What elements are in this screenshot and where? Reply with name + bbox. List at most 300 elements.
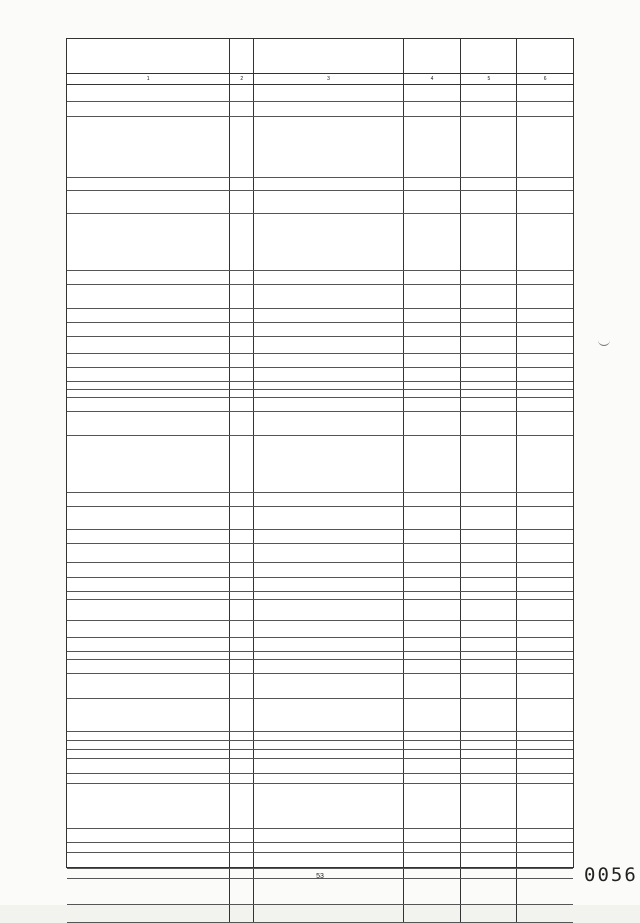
row-done — [461, 117, 517, 177]
row-name — [67, 853, 230, 868]
table-row — [67, 436, 573, 493]
row-approved — [404, 563, 462, 577]
row-code — [230, 436, 254, 492]
row-kbk — [254, 660, 403, 673]
row-name — [67, 285, 230, 308]
row-approved — [404, 323, 462, 336]
row-approved — [404, 741, 462, 749]
row-name — [67, 530, 230, 543]
row-code — [230, 660, 254, 673]
row-name — [67, 741, 230, 749]
table-row — [67, 829, 573, 843]
row-name — [67, 102, 230, 116]
row-done — [461, 84, 517, 101]
row-remaining — [517, 578, 573, 591]
table-row — [67, 600, 573, 621]
row-name — [67, 84, 230, 101]
row-kbk — [254, 699, 403, 731]
table-row — [67, 382, 573, 390]
header-code — [230, 39, 254, 73]
row-approved — [404, 285, 462, 308]
row-name — [67, 674, 230, 698]
row-done — [461, 493, 517, 506]
row-done — [461, 323, 517, 336]
row-code — [230, 530, 254, 543]
table-row — [67, 652, 573, 660]
table-row — [67, 638, 573, 652]
row-done — [461, 699, 517, 731]
row-done — [461, 905, 517, 922]
row-kbk — [254, 853, 403, 868]
row-approved — [404, 660, 462, 673]
row-code — [230, 638, 254, 651]
row-code — [230, 674, 254, 698]
row-remaining — [517, 784, 573, 828]
row-kbk — [254, 530, 403, 543]
table-row — [67, 905, 573, 923]
row-approved — [404, 337, 462, 353]
row-approved — [404, 507, 462, 529]
header-done — [461, 39, 517, 73]
row-kbk — [254, 507, 403, 529]
row-kbk — [254, 191, 403, 213]
row-remaining — [517, 412, 573, 435]
row-approved — [404, 905, 462, 922]
row-name — [67, 905, 230, 922]
table-row — [67, 699, 573, 732]
row-code — [230, 323, 254, 336]
row-kbk — [254, 843, 403, 852]
row-kbk — [254, 382, 403, 389]
table-row — [67, 214, 573, 271]
row-kbk — [254, 337, 403, 353]
row-kbk — [254, 741, 403, 749]
row-done — [461, 660, 517, 673]
row-code — [230, 750, 254, 758]
row-name — [67, 592, 230, 599]
row-code — [230, 759, 254, 773]
row-done — [461, 759, 517, 773]
row-approved — [404, 398, 462, 411]
row-remaining — [517, 600, 573, 620]
table-row — [67, 879, 573, 905]
table-row — [67, 592, 573, 600]
row-code — [230, 507, 254, 529]
row-approved — [404, 191, 462, 213]
row-name — [67, 652, 230, 659]
row-done — [461, 578, 517, 591]
row-approved — [404, 84, 462, 101]
table-row — [67, 285, 573, 309]
row-code — [230, 382, 254, 389]
row-done — [461, 191, 517, 213]
row-kbk — [254, 879, 403, 904]
row-code — [230, 829, 254, 842]
row-code — [230, 84, 254, 101]
row-remaining — [517, 191, 573, 213]
row-done — [461, 829, 517, 842]
row-done — [461, 784, 517, 828]
margin-mark — [598, 337, 610, 346]
row-done — [461, 530, 517, 543]
row-kbk — [254, 759, 403, 773]
table-row — [67, 309, 573, 323]
row-approved — [404, 621, 462, 637]
row-kbk — [254, 309, 403, 322]
row-name — [67, 563, 230, 577]
row-remaining — [517, 102, 573, 116]
row-done — [461, 382, 517, 389]
row-done — [461, 853, 517, 868]
table-row — [67, 493, 573, 507]
row-remaining — [517, 563, 573, 577]
row-name — [67, 578, 230, 591]
row-kbk — [254, 638, 403, 651]
row-name — [67, 271, 230, 284]
table-row — [67, 530, 573, 544]
row-kbk — [254, 117, 403, 177]
row-done — [461, 178, 517, 190]
table-row — [67, 271, 573, 285]
row-code — [230, 214, 254, 270]
row-approved — [404, 774, 462, 783]
row-done — [461, 638, 517, 651]
row-remaining — [517, 843, 573, 852]
row-remaining — [517, 660, 573, 673]
row-approved — [404, 178, 462, 190]
table-row — [67, 117, 573, 178]
row-remaining — [517, 493, 573, 506]
row-approved — [404, 102, 462, 116]
budget-table — [66, 38, 574, 868]
table-row — [67, 544, 573, 563]
row-code — [230, 412, 254, 435]
row-name — [67, 323, 230, 336]
row-remaining — [517, 759, 573, 773]
table-row — [67, 178, 573, 191]
row-approved — [404, 368, 462, 381]
row-remaining — [517, 674, 573, 698]
row-done — [461, 592, 517, 599]
row-name — [67, 390, 230, 397]
row-remaining — [517, 178, 573, 190]
row-remaining — [517, 354, 573, 367]
row-remaining — [517, 84, 573, 101]
table-row — [67, 741, 573, 750]
table-row — [67, 337, 573, 354]
table-row — [67, 102, 573, 117]
table-row — [67, 563, 573, 578]
row-kbk — [254, 390, 403, 397]
row-kbk — [254, 84, 403, 101]
row-done — [461, 271, 517, 284]
row-kbk — [254, 784, 403, 828]
row-approved — [404, 493, 462, 506]
header-kbk — [254, 39, 403, 73]
row-code — [230, 699, 254, 731]
row-name — [67, 660, 230, 673]
row-code — [230, 578, 254, 591]
row-name — [67, 436, 230, 492]
row-name — [67, 191, 230, 213]
row-name — [67, 732, 230, 740]
row-code — [230, 102, 254, 116]
row-approved — [404, 354, 462, 367]
row-approved — [404, 843, 462, 852]
row-remaining — [517, 382, 573, 389]
row-code — [230, 271, 254, 284]
row-code — [230, 544, 254, 562]
row-done — [461, 507, 517, 529]
row-remaining — [517, 699, 573, 731]
row-remaining — [517, 436, 573, 492]
row-approved — [404, 652, 462, 659]
row-done — [461, 398, 517, 411]
header-approved — [404, 39, 462, 73]
row-name — [67, 829, 230, 842]
row-approved — [404, 309, 462, 322]
row-remaining — [517, 271, 573, 284]
row-remaining — [517, 398, 573, 411]
row-kbk — [254, 600, 403, 620]
row-remaining — [517, 544, 573, 562]
table-row — [67, 674, 573, 699]
row-remaining — [517, 638, 573, 651]
row-name — [67, 117, 230, 177]
row-approved — [404, 879, 462, 904]
row-approved — [404, 732, 462, 740]
table-row — [67, 354, 573, 368]
row-kbk — [254, 412, 403, 435]
row-remaining — [517, 879, 573, 904]
table-row — [67, 759, 573, 774]
row-code — [230, 368, 254, 381]
table-row — [67, 774, 573, 784]
row-approved — [404, 436, 462, 492]
row-name — [67, 879, 230, 904]
row-code — [230, 784, 254, 828]
row-code — [230, 592, 254, 599]
row-name — [67, 412, 230, 435]
row-kbk — [254, 493, 403, 506]
row-done — [461, 368, 517, 381]
table-row — [67, 732, 573, 741]
row-remaining — [517, 732, 573, 740]
table-row — [67, 578, 573, 592]
row-remaining — [517, 905, 573, 922]
column-number: 2 — [230, 74, 254, 84]
row-code — [230, 309, 254, 322]
row-code — [230, 732, 254, 740]
row-name — [67, 214, 230, 270]
row-code — [230, 285, 254, 308]
row-code — [230, 390, 254, 397]
row-name — [67, 699, 230, 731]
row-remaining — [517, 214, 573, 270]
table-row — [67, 843, 573, 853]
row-approved — [404, 829, 462, 842]
row-name — [67, 493, 230, 506]
row-done — [461, 436, 517, 492]
row-code — [230, 843, 254, 852]
row-kbk — [254, 544, 403, 562]
row-name — [67, 784, 230, 828]
row-approved — [404, 784, 462, 828]
table-row — [67, 191, 573, 214]
row-name — [67, 368, 230, 381]
row-name — [67, 382, 230, 389]
row-approved — [404, 750, 462, 758]
table-row — [67, 621, 573, 638]
row-done — [461, 214, 517, 270]
row-kbk — [254, 905, 403, 922]
row-kbk — [254, 621, 403, 637]
row-approved — [404, 759, 462, 773]
row-kbk — [254, 750, 403, 758]
row-kbk — [254, 578, 403, 591]
row-kbk — [254, 271, 403, 284]
row-remaining — [517, 368, 573, 381]
row-remaining — [517, 390, 573, 397]
table-row — [67, 784, 573, 829]
row-done — [461, 600, 517, 620]
page-stamp: 0056 — [584, 864, 638, 886]
row-code — [230, 563, 254, 577]
row-code — [230, 354, 254, 367]
row-name — [67, 843, 230, 852]
row-approved — [404, 699, 462, 731]
row-remaining — [517, 530, 573, 543]
row-remaining — [517, 117, 573, 177]
row-code — [230, 178, 254, 190]
row-code — [230, 774, 254, 783]
row-done — [461, 652, 517, 659]
row-code — [230, 741, 254, 749]
row-name — [67, 638, 230, 651]
row-approved — [404, 544, 462, 562]
row-kbk — [254, 368, 403, 381]
row-done — [461, 879, 517, 904]
row-name — [67, 750, 230, 758]
row-name — [67, 337, 230, 353]
row-kbk — [254, 398, 403, 411]
row-approved — [404, 600, 462, 620]
row-done — [461, 544, 517, 562]
row-remaining — [517, 285, 573, 308]
row-code — [230, 398, 254, 411]
table-row — [67, 84, 573, 102]
row-name — [67, 398, 230, 411]
row-code — [230, 652, 254, 659]
row-done — [461, 390, 517, 397]
row-remaining — [517, 652, 573, 659]
row-remaining — [517, 774, 573, 783]
column-number: 5 — [461, 74, 517, 84]
row-done — [461, 774, 517, 783]
row-done — [461, 732, 517, 740]
table-header — [67, 39, 573, 74]
column-number: 3 — [254, 74, 403, 84]
table-body — [67, 84, 573, 867]
row-done — [461, 750, 517, 758]
row-done — [461, 563, 517, 577]
row-remaining — [517, 750, 573, 758]
row-code — [230, 621, 254, 637]
row-code — [230, 905, 254, 922]
row-remaining — [517, 507, 573, 529]
column-number: 4 — [404, 74, 462, 84]
row-done — [461, 354, 517, 367]
row-done — [461, 843, 517, 852]
row-approved — [404, 674, 462, 698]
row-done — [461, 741, 517, 749]
row-done — [461, 337, 517, 353]
row-code — [230, 600, 254, 620]
table-row — [67, 323, 573, 337]
row-remaining — [517, 592, 573, 599]
row-code — [230, 853, 254, 868]
row-remaining — [517, 741, 573, 749]
row-approved — [404, 214, 462, 270]
row-kbk — [254, 652, 403, 659]
row-done — [461, 674, 517, 698]
row-name — [67, 774, 230, 783]
row-approved — [404, 390, 462, 397]
row-code — [230, 337, 254, 353]
row-kbk — [254, 774, 403, 783]
row-kbk — [254, 354, 403, 367]
header-remaining — [517, 39, 573, 73]
row-kbk — [254, 674, 403, 698]
row-approved — [404, 412, 462, 435]
table-row — [67, 507, 573, 530]
table-row — [67, 368, 573, 382]
row-remaining — [517, 829, 573, 842]
row-name — [67, 621, 230, 637]
header-name — [67, 39, 230, 73]
row-code — [230, 493, 254, 506]
column-number: 1 — [67, 74, 230, 84]
row-approved — [404, 271, 462, 284]
row-done — [461, 309, 517, 322]
row-name — [67, 354, 230, 367]
row-kbk — [254, 732, 403, 740]
table-row — [67, 412, 573, 436]
page-number: 53 — [316, 873, 324, 880]
row-done — [461, 285, 517, 308]
row-done — [461, 621, 517, 637]
row-remaining — [517, 337, 573, 353]
row-approved — [404, 853, 462, 868]
row-code — [230, 191, 254, 213]
row-approved — [404, 530, 462, 543]
table-row — [67, 390, 573, 398]
row-code — [230, 879, 254, 904]
row-approved — [404, 592, 462, 599]
row-remaining — [517, 853, 573, 868]
row-approved — [404, 382, 462, 389]
row-remaining — [517, 323, 573, 336]
row-kbk — [254, 102, 403, 116]
row-kbk — [254, 214, 403, 270]
table-row — [67, 660, 573, 674]
row-kbk — [254, 323, 403, 336]
row-kbk — [254, 178, 403, 190]
table-row — [67, 750, 573, 759]
row-name — [67, 178, 230, 190]
table-row — [67, 853, 573, 869]
row-name — [67, 759, 230, 773]
